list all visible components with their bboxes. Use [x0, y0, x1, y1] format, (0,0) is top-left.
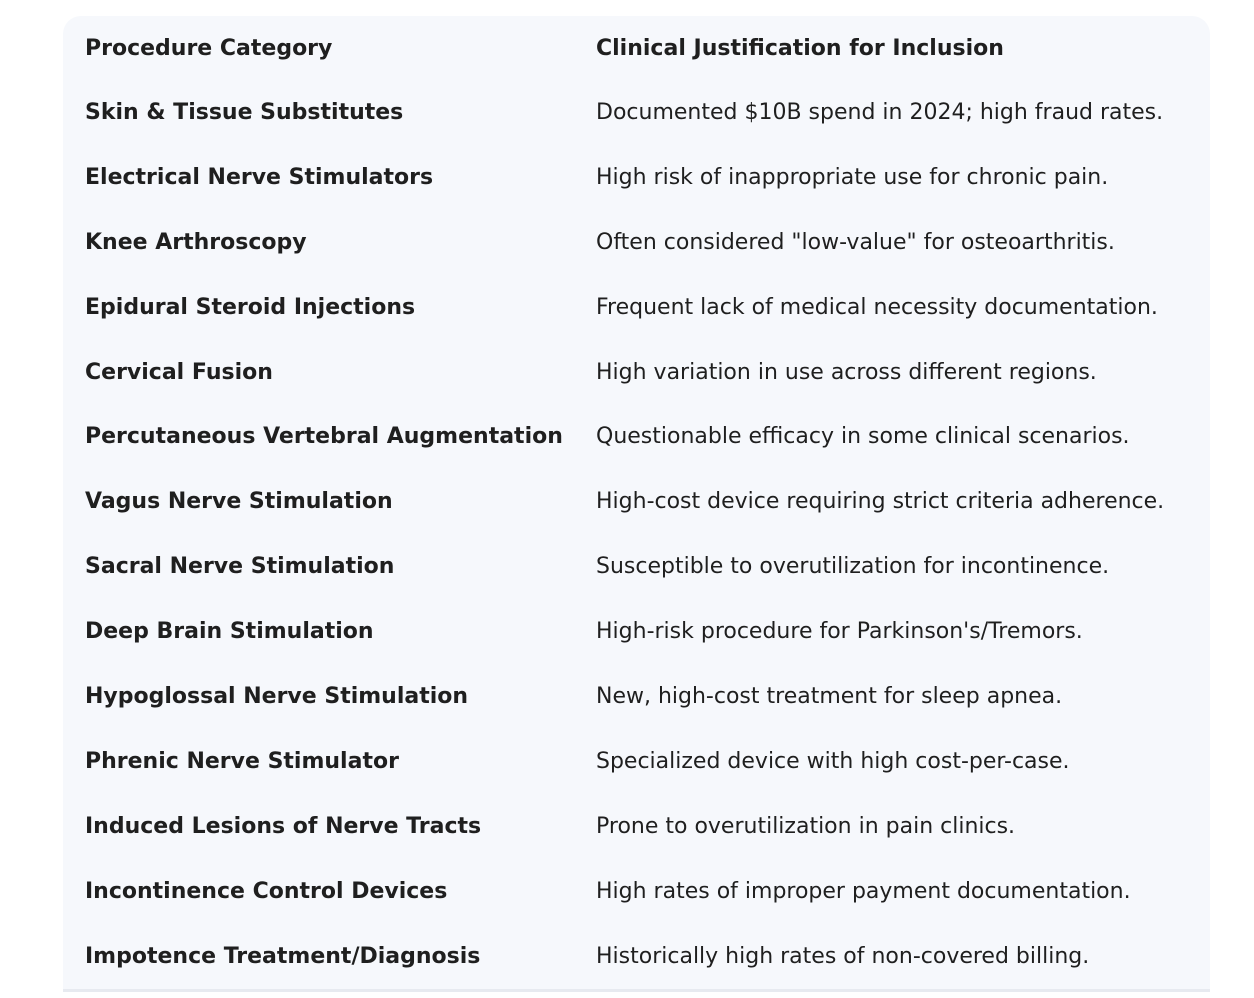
procedure-category-cell: Hypoglossal Nerve Stimulation	[85, 683, 469, 709]
table-row	[63, 340, 1210, 405]
clinical-justification-cell: High-risk procedure for Parkinson's/Tremors.	[596, 619, 1083, 645]
table-row	[63, 599, 1210, 664]
procedure-category-cell: Deep Brain Stimulation	[85, 619, 374, 645]
clinical-justification-cell: High risk of inappropriate use for chronic pain.	[596, 164, 1109, 190]
procedure-category-cell: Percutaneous Vertebral Augmentation	[85, 424, 563, 450]
table-row	[63, 469, 1210, 534]
clinical-justification-cell: Questionable efficacy in some clinical scenarios.	[596, 424, 1130, 450]
procedure-category-cell: Knee Arthroscopy	[85, 229, 307, 255]
table-row	[63, 729, 1210, 794]
procedure-category-cell: Vagus Nerve Stimulation	[85, 489, 393, 515]
procedure-category-cell: Skin & Tissue Substitutes	[85, 99, 404, 125]
procedure-category-cell: Incontinence Control Devices	[85, 878, 448, 904]
procedure-category-cell: Sacral Nerve Stimulation	[85, 554, 395, 580]
table-row	[63, 80, 1210, 145]
table-header-row	[63, 16, 1210, 80]
clinical-justification-cell: Historically high rates of non-covered billing.	[596, 943, 1090, 969]
clinical-justification-cell: Specialized device with high cost-per-case.	[596, 748, 1070, 774]
procedure-category-cell: Cervical Fusion	[85, 359, 273, 385]
clinical-justification-cell: High rates of improper payment documentation.	[596, 878, 1131, 904]
procedure-category-cell: Electrical Nerve Stimulators	[85, 164, 434, 190]
clinical-justification-cell: Susceptible to overutilization for incontinence.	[596, 554, 1110, 580]
table-row	[63, 275, 1210, 340]
clinical-justification-cell: Frequent lack of medical necessity documentation.	[596, 294, 1158, 320]
table-row	[63, 145, 1210, 210]
clinical-justification-cell: Prone to overutilization in pain clinics.	[596, 813, 1016, 839]
column-header-clinical-justification: Clinical Justification for Inclusion	[596, 35, 1004, 61]
clinical-justification-cell: Documented $10B spend in 2024; high fraud rates.	[596, 99, 1164, 125]
procedure-table	[63, 16, 1210, 988]
table-row	[63, 664, 1210, 729]
procedure-category-cell: Epidural Steroid Injections	[85, 294, 416, 320]
table-row	[63, 859, 1210, 924]
procedure-table-card	[63, 16, 1210, 992]
column-header-procedure-category: Procedure Category	[85, 35, 333, 61]
table-row	[63, 534, 1210, 599]
clinical-justification-cell: New, high-cost treatment for sleep apnea.	[596, 683, 1063, 709]
table-row	[63, 794, 1210, 859]
table-row	[63, 924, 1210, 989]
clinical-justification-cell: High-cost device requiring strict criteria adherence.	[596, 489, 1165, 515]
procedure-category-cell: Induced Lesions of Nerve Tracts	[85, 813, 482, 839]
procedure-category-cell: Phrenic Nerve Stimulator	[85, 748, 399, 774]
procedure-category-cell: Impotence Treatment/Diagnosis	[85, 943, 481, 969]
clinical-justification-cell: High variation in use across different regions.	[596, 359, 1097, 385]
table-row	[63, 404, 1210, 469]
table-row	[63, 210, 1210, 275]
clinical-justification-cell: Often considered "low-value" for osteoarthritis.	[596, 229, 1115, 255]
